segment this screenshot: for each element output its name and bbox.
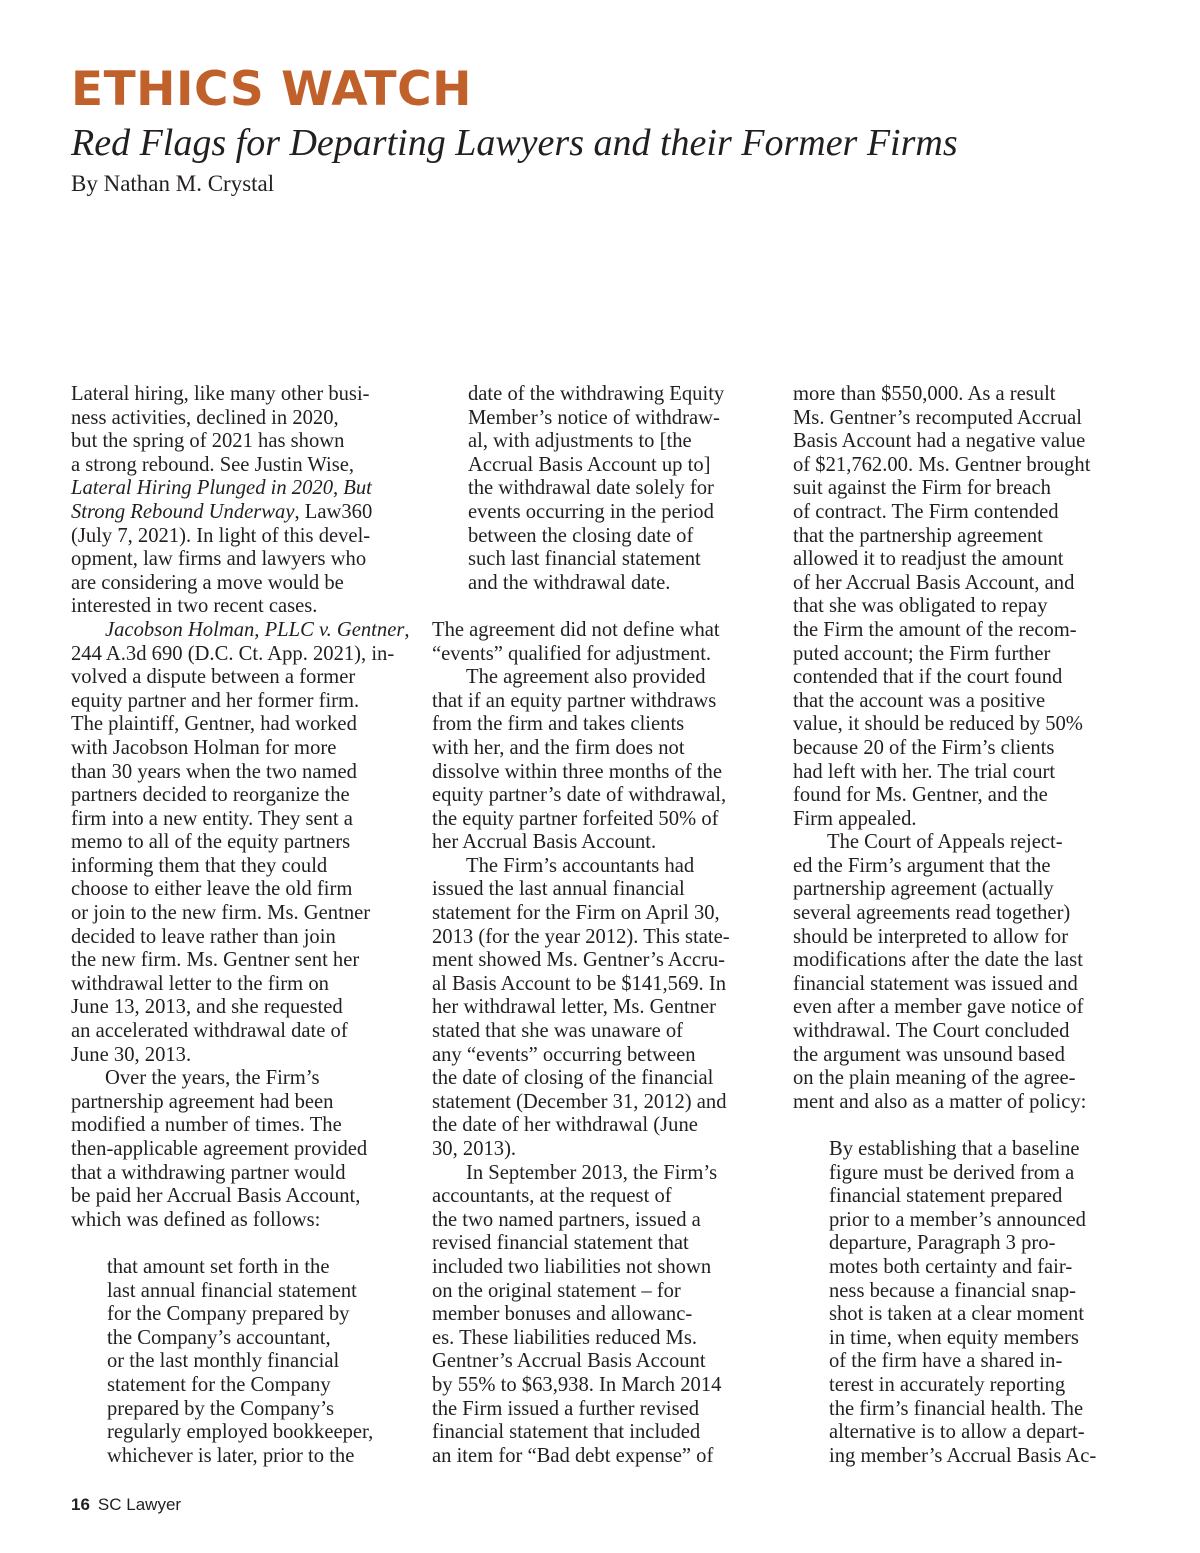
block-quote-line: for the Company prepared by (107, 1303, 350, 1326)
text-line: The agreement did not define what (432, 618, 720, 641)
text-line: Basis Account had a negative value (793, 430, 1086, 453)
block-quote-line: financial statement prepared (829, 1185, 1063, 1208)
text-line: of her Accrual Basis Account, and (793, 571, 1075, 594)
text-line: financial statement that included (432, 1421, 701, 1444)
page-footer (71, 1496, 181, 1513)
text-line: Jacobson Holman, PLLC v. Gentner, (105, 618, 410, 641)
text-line: several agreements read together) (793, 902, 1071, 925)
block-quote-line: prepared by the Company’s (107, 1397, 335, 1420)
block-quote-line: the Company’s accountant, (107, 1326, 331, 1349)
text-line: Over the years, the Firm’s (105, 1067, 320, 1090)
text-line: June 30, 2013. (71, 1043, 192, 1066)
text-line: (July 7, 2021). In light of this devel- (71, 524, 371, 547)
byline: By Nathan M. Crystal (71, 171, 275, 196)
block-quote-line: motes both certainty and fair- (829, 1255, 1073, 1278)
text-line: than 30 years when the two named (71, 760, 357, 783)
block-quote-line: shot is taken at a clear moment (829, 1303, 1085, 1326)
text-line: the Firm issued a further revised (432, 1397, 700, 1420)
text-line: statement for the Firm on April 30, (432, 902, 720, 925)
text-line: withdrawal. The Court concluded (793, 1020, 1070, 1043)
text-line: the equity partner forfeited 50% of (432, 807, 719, 830)
block-quote-line: the firm’s financial health. The (829, 1397, 1084, 1420)
text-line: accountants, at the request of (432, 1185, 672, 1208)
text-line: Lateral hiring, like many other busi- (71, 383, 370, 405)
text-line: es. These liabilities reduced Ms. (432, 1326, 697, 1349)
text-line: found for Ms. Gentner, and the (793, 784, 1048, 807)
text-line: of $21,762.00. Ms. Gentner brought (793, 453, 1091, 476)
block-quote-line: events occurring in the period (468, 500, 714, 523)
text-line: financial statement was issued and (793, 972, 1078, 995)
block-quote-line: ing member’s Accrual Basis Ac- (829, 1444, 1097, 1467)
paragraph-gap (432, 595, 777, 619)
text-line: a strong rebound. See Justin Wise, (71, 453, 355, 476)
text-line: June 13, 2013, and she requested (71, 996, 343, 1019)
block-quote-line: terest in accurately reporting (829, 1373, 1066, 1396)
text-line: The agreement also provided (466, 666, 706, 689)
section-kicker: ETHICS WATCH (71, 62, 472, 117)
page-number: 16 (71, 1495, 90, 1514)
text-line: ment and also as a matter of policy: (793, 1090, 1087, 1113)
text-line: 244 A.3d 690 (D.C. Ct. App. 2021), in- (71, 642, 395, 665)
text-line: from the firm and takes clients (432, 713, 685, 736)
text-line: stated that she was unaware of (432, 1020, 684, 1043)
text-line: puted account; the Firm further (793, 642, 1051, 665)
block-quote-line: figure must be derived from a (829, 1161, 1075, 1184)
text-line: the date of her withdrawal (June (432, 1114, 698, 1137)
block-quote-line: regularly employed bookkeeper, (107, 1421, 374, 1444)
text-line: more than $550,000. As a result (793, 383, 1056, 405)
text-line: ness activities, declined in 2020, (71, 406, 339, 429)
text-line: volved a dispute between a former (71, 666, 356, 689)
text-line: In September 2013, the Firm’s (466, 1161, 718, 1184)
text-line: The plaintiff, Gentner, had worked (71, 713, 357, 736)
column-2 (432, 383, 777, 1468)
block-quote-line: By establishing that a baseline (829, 1138, 1080, 1160)
case-name: Jacobson Holman, PLLC v. Gentner (105, 618, 405, 641)
text-line: withdrawal letter to the firm on (71, 972, 329, 995)
text-line: that a withdrawing partner would (71, 1161, 346, 1184)
text-line: then-applicable agreement provided (71, 1138, 368, 1160)
text-line: the argument was unsound based (793, 1043, 1065, 1066)
block-quote-line: or the last monthly financial (107, 1350, 340, 1373)
text-line: revised financial statement that (432, 1232, 689, 1255)
citation-title: Strong Rebound Underway (71, 500, 295, 523)
text-line: with Jacobson Holman for more (71, 736, 337, 759)
text-line: “events” qualified for adjustment. (432, 642, 712, 665)
column-1 (71, 383, 416, 1468)
text-line: the Firm the amount of the recom- (793, 618, 1077, 641)
text-line: value, it should be reduced by 50% (793, 713, 1083, 736)
text-line: partners decided to reorganize the (71, 784, 350, 807)
publication-name: SC Lawyer (97, 1495, 182, 1514)
paragraph-gap (793, 1114, 1138, 1138)
block-quote-line: statement for the Company (107, 1373, 331, 1396)
text-line: that she was obligated to repay (793, 595, 1048, 618)
block-quote-line: alternative is to allow a depart- (829, 1421, 1085, 1444)
text-line: even after a member gave notice of (793, 996, 1084, 1019)
text-line: member bonuses and allowanc- (432, 1303, 693, 1326)
text-line: on the original statement – for (432, 1279, 681, 1302)
block-quote-line: whichever is later, prior to the (107, 1444, 355, 1467)
text-line: ed the Firm’s argument that the (793, 854, 1051, 877)
text-line: modifications after the date the last (793, 949, 1083, 972)
text-line: memo to all of the equity partners (71, 831, 351, 854)
text-line: Ms. Gentner’s recomputed Accrual (793, 406, 1082, 429)
text-line: an accelerated withdrawal date of (71, 1020, 348, 1043)
text-line: modified a number of times. The (71, 1114, 342, 1137)
text-line: had left with her. The trial court (793, 760, 1056, 783)
text-line: the date of closing of the financial (432, 1067, 714, 1090)
text-line: choose to either leave the old firm (71, 878, 353, 901)
block-quote-line: al, with adjustments to [the (468, 430, 692, 453)
block-quote-line: prior to a member’s announced (829, 1208, 1086, 1231)
block-quote-line: date of the withdrawing Equity (468, 383, 725, 405)
block-quote-line: of the firm have a shared in- (829, 1350, 1063, 1373)
text-line: her withdrawal letter, Ms. Gentner (432, 996, 716, 1019)
paragraph-gap (71, 1232, 416, 1256)
block-quote-line: between the closing date of (468, 524, 694, 547)
block-quote-line: last annual financial statement (107, 1279, 357, 1302)
block-quote-line: that amount set forth in the (107, 1255, 330, 1278)
text-line: al Basis Account to be $141,569. In (432, 972, 726, 995)
article-title: Red Flags for Departing Lawyers and their Former Firms (71, 122, 958, 164)
text-line: dissolve within three months of the (432, 760, 722, 783)
block-quote-line: in time, when equity members (829, 1326, 1079, 1349)
text-line: which was defined as follows: (71, 1208, 321, 1231)
text-line: her Accrual Basis Account. (432, 831, 657, 854)
text-line: The Firm’s accountants had (466, 854, 695, 877)
text-line: of contract. The Firm contended (793, 500, 1059, 523)
text-line: interested in two recent cases. (71, 595, 318, 618)
text-line: Lateral Hiring Plunged in 2020, But (71, 477, 372, 500)
text-line: equity partner and her former firm. (71, 689, 360, 712)
text-line: Firm appealed. (793, 807, 917, 830)
text-line: 30, 2013). (432, 1138, 517, 1160)
text-line: with her, and the firm does not (432, 736, 685, 759)
text-line: allowed it to readjust the amount (793, 548, 1064, 571)
text-line: firm into a new entity. They sent a (71, 807, 353, 830)
text-line: that if an equity partner withdraws (432, 689, 717, 712)
text-line: The Court of Appeals reject- (827, 831, 1063, 854)
text-line: because 20 of the Firm’s clients (793, 736, 1055, 759)
text-line: be paid her Accrual Basis Account, (71, 1185, 361, 1208)
text-line: an item for “Bad debt expense” of (432, 1444, 714, 1467)
block-quote-line: departure, Paragraph 3 pro- (829, 1232, 1056, 1255)
text-line: issued the last annual financial (432, 878, 685, 901)
block-quote-line: the withdrawal date solely for (468, 477, 714, 500)
block-quote-line: Accrual Basis Account up to] (468, 453, 711, 476)
text-line: 2013 (for the year 2012). This state- (432, 925, 730, 948)
text-line: ment showed Ms. Gentner’s Accru- (432, 949, 726, 972)
text-line: that the account was a positive (793, 689, 1046, 712)
text-line: statement (December 31, 2012) and (432, 1090, 727, 1113)
text-line: are considering a move would be (71, 571, 344, 594)
text-line: Gentner’s Accrual Basis Account (432, 1350, 706, 1373)
text-line: suit against the Firm for breach (793, 477, 1051, 500)
text-line: contended that if the court found (793, 666, 1063, 689)
text-line: on the plain meaning of the agree- (793, 1067, 1076, 1090)
block-quote-line: and the withdrawal date. (468, 571, 671, 594)
block-quote-line: Member’s notice of withdraw- (468, 406, 720, 429)
text-line: informing them that they could (71, 854, 328, 877)
text-line: decided to leave rather than join (71, 925, 336, 948)
text-line: Strong Rebound Underway, Law360 (71, 500, 373, 523)
text-line: but the spring of 2021 has shown (71, 430, 345, 453)
text-line: opment, law firms and lawyers who (71, 548, 367, 571)
text-line: any “events” occurring between (432, 1043, 696, 1066)
text-line: partnership agreement had been (71, 1090, 334, 1113)
text-line: that the partnership agreement (793, 524, 1043, 547)
text-line: the new firm. Ms. Gentner sent her (71, 949, 360, 972)
text-line: the two named partners, issued a (432, 1208, 701, 1231)
text-line: should be interpreted to allow for (793, 925, 1069, 948)
column-3 (793, 383, 1138, 1468)
text-line: or join to the new firm. Ms. Gentner (71, 902, 371, 925)
block-quote-line: such last financial statement (468, 548, 701, 571)
text-line: by 55% to $63,938. In March 2014 (432, 1373, 722, 1396)
text-line: equity partner’s date of withdrawal, (432, 784, 727, 807)
text-line: included two liabilities not shown (432, 1255, 712, 1278)
block-quote-line: ness because a financial snap- (829, 1279, 1077, 1302)
text-line: partnership agreement (actually (793, 878, 1054, 901)
